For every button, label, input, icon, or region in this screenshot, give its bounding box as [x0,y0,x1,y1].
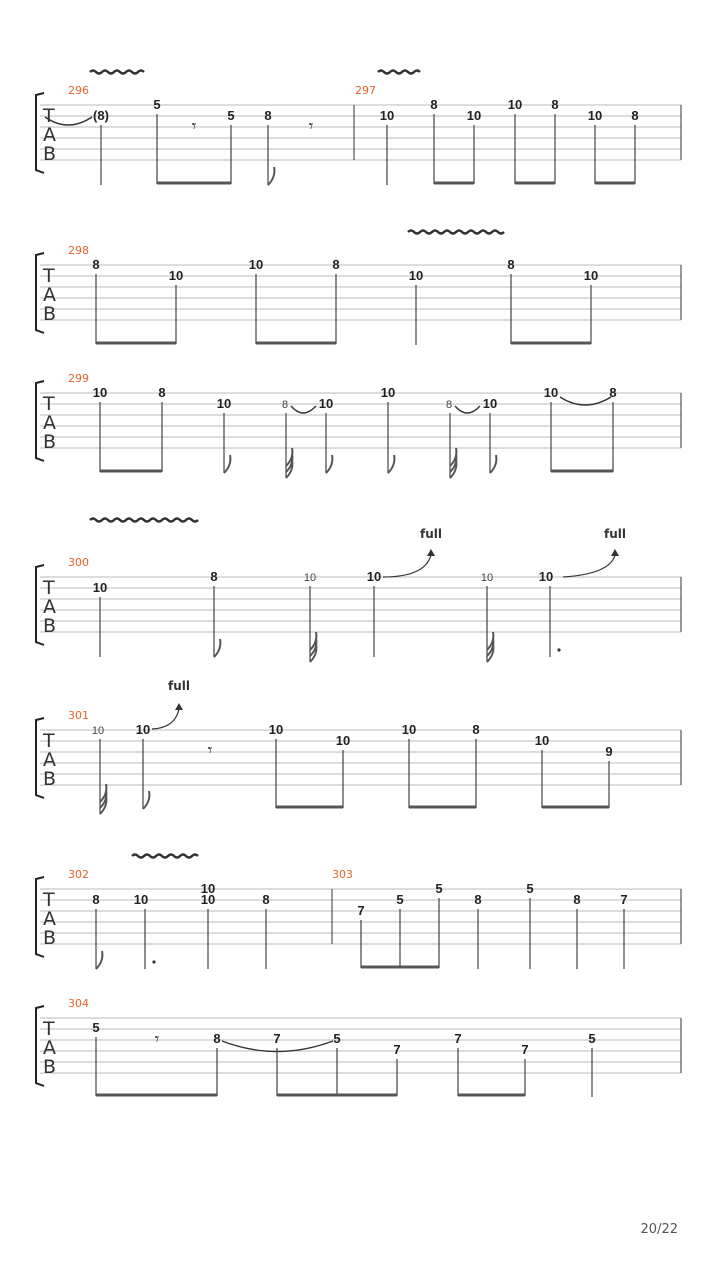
fret-number: 10 [318,396,334,411]
bend-arrow [563,555,615,577]
fret-number: 7 [620,892,628,907]
fret-number: 8 [472,722,480,737]
tab-letter-a: A [43,412,56,434]
fret-number: 10 [92,385,108,400]
fret-number: 8 [92,892,100,907]
note-flag [96,951,102,969]
tab-letter-b: B [43,927,57,949]
tab-letter-t: T [43,393,55,415]
fret-number: 8 [210,569,218,584]
eighth-rest: 𝄾 [308,116,314,137]
tab-system-5 [36,679,681,814]
fret-number: 10 [466,108,482,123]
tab-letter-t: T [43,265,55,287]
fret-number: 5 [588,1031,596,1046]
bend-arrow [152,709,179,729]
tab-system-3 [36,372,681,478]
bend-label: full [604,527,626,541]
eighth-rest: 𝄾 [154,1029,160,1050]
tab-letter-a: A [43,749,56,771]
tab-letter-t: T [43,105,55,127]
fret-number: 7 [393,1042,401,1057]
tab-letter-a: A [43,284,56,306]
fret-number: 10 [303,572,317,584]
fret-number: 10 [408,268,424,283]
fret-number: 8 [551,97,559,112]
fret-number: (8) [93,108,109,123]
bend-arrow [383,555,431,577]
tab-system-1 [36,71,681,186]
fret-number: 7 [357,903,365,918]
bend-label: full [168,679,190,693]
measure-number: 300 [68,556,89,569]
measure-number: 298 [68,244,89,257]
fret-number: 10 [268,722,284,737]
vibrato-mark [132,855,198,858]
tab-letter-t: T [43,730,55,752]
fret-number: 5 [153,97,161,112]
fret-number: 8 [92,257,100,272]
fret-number: 10 [538,569,554,584]
tab-letter-t: T [43,577,55,599]
fret-number: 10 [480,572,494,584]
tab-letter-b: B [43,768,57,790]
fret-number: 5 [396,892,404,907]
dot [152,960,155,963]
measure-number: 302 [68,868,89,881]
fret-number: 10 [168,268,184,283]
vibrato-mark [408,231,504,234]
tab-letter-t: T [43,1018,55,1040]
fret-number: 5 [92,1020,100,1035]
tab-letter-a: A [43,124,56,146]
tie [291,406,316,413]
fret-number: 8 [262,892,270,907]
vibrato-mark [90,519,198,522]
fret-number: 8 [264,108,272,123]
tab-system-2 [36,231,681,346]
fret-number: 8 [158,385,166,400]
fret-number: 8 [609,385,617,400]
tab-letter-b: B [43,143,57,165]
tab-letter-t: T [43,889,55,911]
note-flags [224,448,496,478]
vibrato-mark [90,71,144,74]
fret-number: 8 [332,257,340,272]
fret-number: 10 [401,722,417,737]
fret-number: 7 [521,1042,529,1057]
fret-number: 8 [507,257,515,272]
fret-number: 10 [379,108,395,123]
fret-number: 10 [543,385,559,400]
fret-number: 10 [248,257,264,272]
measure-number: 303 [332,868,353,881]
fret-number: 10 [200,881,216,896]
note-flag [268,167,274,185]
fret-number: 8 [430,97,438,112]
fret-number: 7 [454,1031,462,1046]
bend-label: full [420,527,442,541]
tie [455,406,480,413]
fret-number: 10 [380,385,396,400]
fret-number: 10 [91,725,105,737]
fret-number: 8 [573,892,581,907]
fret-number: 5 [227,108,235,123]
fret-number: 10 [135,722,151,737]
fret-number: 8 [631,108,639,123]
measure-number: 301 [68,709,89,722]
fret-number: 10 [366,569,382,584]
tab-system-4 [36,519,681,663]
eighth-rest: 𝄾 [207,740,213,761]
fret-number: 10 [92,580,108,595]
tab-letter-b: B [43,431,57,453]
fret-number: 7 [273,1031,281,1046]
measure-number: 299 [68,372,89,385]
fret-number: 10 [482,396,498,411]
fret-number: 10 [335,733,351,748]
page-number: 20/22 [640,1222,678,1237]
fret-number: 5 [435,881,443,896]
measure-number: 304 [68,997,89,1010]
tab-letter-a: A [43,1037,56,1059]
fret-number: 8 [474,892,482,907]
fret-number: 8 [445,399,453,411]
fret-number: 8 [213,1031,221,1046]
note-flags [100,784,149,814]
fret-number: 9 [605,744,613,759]
fret-number: 8 [281,399,289,411]
tab-letter-b: B [43,1056,57,1078]
tab-letter-b: B [43,615,57,637]
fret-number: 10 [133,892,149,907]
fret-number: 10 [216,396,232,411]
vibrato-mark [378,71,420,74]
fret-number: 5 [526,881,534,896]
tab-letter-a: A [43,908,56,930]
fret-number: 10 [583,268,599,283]
measure-number: 297 [355,84,376,97]
fret-number: 10 [587,108,603,123]
fret-number: 5 [333,1031,341,1046]
tab-system-7 [36,997,681,1097]
fret-number: 10 [507,97,523,112]
measure-number: 296 [68,84,89,97]
tab-letter-a: A [43,596,56,618]
dot [557,648,560,651]
eighth-rest: 𝄾 [191,116,197,137]
fret-number: 10 [534,733,550,748]
note-flags [214,632,493,662]
tab-letter-b: B [43,303,57,325]
fret-number: 10 [200,892,216,907]
tab-system-6 [36,855,681,970]
